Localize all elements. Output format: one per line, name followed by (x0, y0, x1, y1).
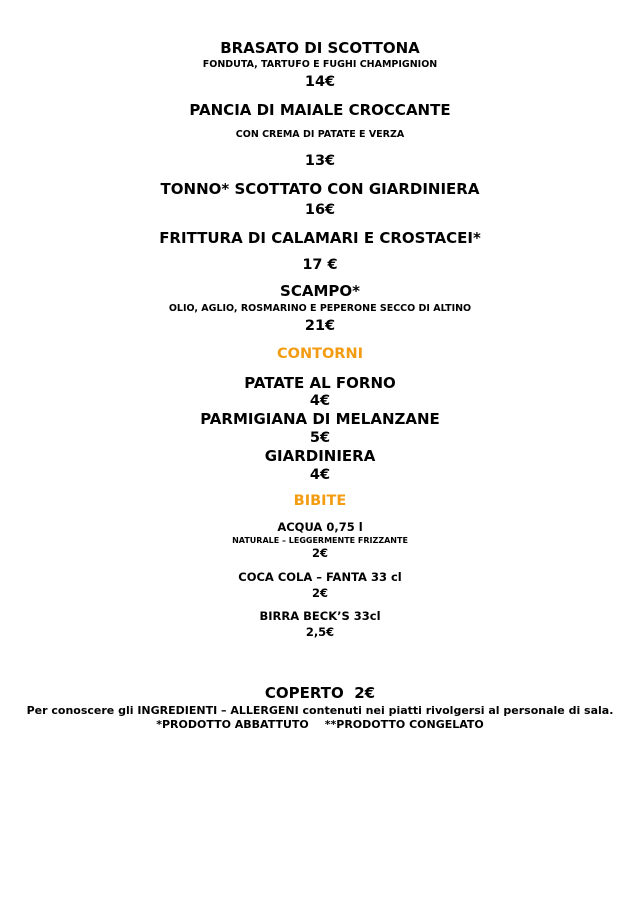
coperto-price: COPERTO 2€ (264, 684, 376, 702)
dish-name: FRITTURA DI CALAMARI E CROSTACEI* (159, 229, 481, 247)
side-name: PATATE AL FORNO (244, 374, 396, 392)
side-price: 4€ (309, 393, 331, 409)
drink-description: NATURALE – LEGGERMENTE FRIZZANTE (232, 536, 408, 545)
drink-price: 2€ (311, 586, 328, 600)
dish-name: PANCIA DI MAIALE CROCCANTE (189, 101, 451, 119)
side-name: GIARDINIERA (264, 447, 376, 465)
dish-description: OLIO, AGLIO, ROSMARINO E PEPERONE SECCO DI ALTINO (168, 303, 472, 314)
product-notes (0, 719, 640, 730)
side-price: 4€ (309, 467, 331, 483)
drink-price: 2,5€ (305, 625, 335, 639)
drink-name: COCA COLA – FANTA 33 cl (238, 570, 402, 584)
dish-price: 17 € (302, 257, 338, 273)
side-name: PARMIGIANA DI MELANZANE (200, 410, 440, 428)
dish-price: 14€ (304, 74, 336, 90)
dish-price: 13€ (304, 153, 336, 169)
side-price: 5€ (309, 430, 331, 446)
note-congelato: **PRODOTTO CONGELATO (324, 718, 484, 731)
dish-price: 21€ (304, 318, 336, 334)
dish-name: BRASATO DI SCOTTONA (220, 39, 420, 57)
dish-price: 16€ (304, 202, 336, 218)
dish-description: CON CREMA DI PATATE E VERZA (235, 129, 405, 140)
drink-name: ACQUA 0,75 l (277, 520, 363, 534)
drink-price: 2€ (311, 546, 328, 560)
section-title-bibite: BIBITE (293, 493, 347, 509)
dish-name: SCAMPO* (280, 282, 360, 300)
allergen-notice: Per conoscere gli INGREDIENTI – ALLERGENI contenuti nei piatti rivolgersi al personale di sala. (26, 704, 614, 717)
section-title-contorni: CONTORNI (276, 346, 364, 362)
note-abbattuto: *PRODOTTO ABBATTUTO (156, 718, 309, 731)
dish-description: FONDUTA, TARTUFO E FUGHI CHAMPIGNION (202, 59, 438, 70)
drink-name: BIRRA BECK’S 33cl (259, 609, 381, 623)
dish-name: TONNO* SCOTTATO CON GIARDINIERA (160, 180, 480, 198)
